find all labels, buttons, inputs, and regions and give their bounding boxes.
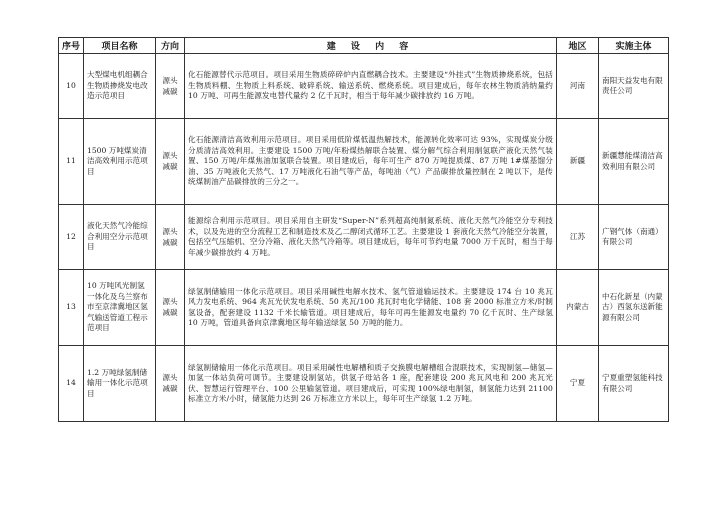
row-project-name: 1.2 万吨绿氢制储输用一体化示范项目	[84, 346, 156, 422]
row-project-name: 10 万吨风光制氢一体化及乌兰察布市至京津冀地区氢气输送管道工程示范项目	[84, 270, 156, 346]
row-project-name: 1500 万吨煤炭清洁高效利用示范项目	[84, 119, 156, 205]
row-content: 化石能源替代示范项目。项目采用生物质碎碎炉内直燃耦合技术。主要建设“外挂式”生物质掺烧系统，包括生物质料棚、生物质上料系统、破碎系统、输送系统、燃烧系统。项目建成后，每年农林生物质消纳量约 10 万吨、可再生能源发电替代量约 2 亿千瓦时，相当于每年减少碳排放约 16 万吨。	[185, 54, 557, 119]
row-entity: 宁夏重塑氢能科技有限公司	[599, 346, 669, 422]
table-header-row	[59, 38, 669, 54]
table-row	[59, 205, 669, 270]
row-entity: 中石化新星（内蒙古）西氢东送新能源有限公司	[599, 270, 669, 346]
table-row	[59, 54, 669, 119]
row-num: 13	[59, 270, 84, 346]
row-num: 10	[59, 54, 84, 119]
row-region: 河南	[557, 54, 599, 119]
project-table	[58, 37, 669, 422]
table-row	[59, 270, 669, 346]
row-direction	[156, 54, 185, 119]
table-row	[59, 346, 669, 422]
row-content: 绿氢制储输用一体化示范项目。项目采用碱性电解水技术、氢气管道输运技术。主要建设 174 台 10 兆瓦风力发电系统、964 兆瓦光伏发电系统、50 兆瓦/100 兆瓦时电化学储能、108 套 2000 标准立方米/时制氢设备，配套建设 1132 千米长输管道。项目建成后，每年可再生能源发电量约 70 亿千瓦时、生产绿氢 10 万吨，管道具备向京津冀地区每年输送绿氢 50 万吨的能力。	[185, 270, 557, 346]
row-direction	[156, 346, 185, 422]
row-direction-text: 源头减碳	[162, 297, 178, 318]
row-entity: 广钢气体（南通）有限公司	[599, 205, 669, 270]
row-direction	[156, 205, 185, 270]
row-project-name: 液化天然气冷能综合利用空分示范项目	[84, 205, 156, 270]
row-direction-text: 源头减碳	[162, 75, 178, 96]
header-num: 序号	[59, 38, 84, 54]
row-direction-text: 源头减碳	[162, 151, 178, 172]
header-entity: 实施主体	[599, 38, 669, 54]
row-content: 能源综合利用示范项目。项目采用自主研发“Super-N”系列超高纯制氮系统、液化天然气冷能空分专利技术，以及先进的空分流程工艺和制造技术及乙二醇闭式循环工艺。主要建设 1 套液化天然气冷能空分装置，包括空气压缩机、空分冷箱、液化天然气冷箱等。项目建成后，每年可节约电量 7000 万千瓦时，相当于每年减少碳排放约 4 万吨。	[185, 205, 557, 270]
row-region: 宁夏	[557, 346, 599, 422]
row-num: 14	[59, 346, 84, 422]
row-direction-text: 源头减碳	[162, 226, 178, 247]
header-content: 建 设 内 容	[185, 38, 557, 54]
row-content: 化石能源清洁高效利用示范项目。项目采用低阶煤低温热解技术，能源转化效率可达 93%，实现煤炭分级分质清洁高效利用。主要建设 1500 万吨/年粉煤热解联合装置、煤分解气综合利用制氢联产液化天然气装置、150 万吨/年煤焦油加氢联合装置。项目建成后，每年可生产 870 万吨提质煤、87 万吨 1#煤基馏分油、35 万吨液化天然气、17 万吨液化石油气等产品，每吨油（气）产品碳排放量控制在 2 吨以下，是传统煤制油产品碳排放的三分之一。	[185, 119, 557, 205]
row-content: 绿氢制储输用一体化示范项目。项目采用碱性电解槽和质子交换膜电解槽组合混联技术，实现制氢—储氢—加氢一体站负荷可调节。主要建设制氢站，供氢子母站各 1 座，配套建设 200 兆瓦风电和 200 兆瓦光伏、智慧运行管理平台、100 公里输氢管道。项目建成后，可实现 100%绿电制氢，制氢能力达到 21100 标准立方米/小时，储氢能力达到 26 万标准立方米以上，每年可生产绿氢 1.2 万吨。	[185, 346, 557, 422]
header-region: 地区	[557, 38, 599, 54]
row-direction	[156, 270, 185, 346]
row-project-name: 大型煤电机组耦合生物质掺烧发电改造示范项目	[84, 54, 156, 119]
row-region: 江苏	[557, 205, 599, 270]
row-region: 新疆	[557, 119, 599, 205]
row-num: 12	[59, 205, 84, 270]
table-row	[59, 119, 669, 205]
header-name: 项目名称	[84, 38, 156, 54]
row-direction-text: 源头减碳	[162, 373, 178, 394]
row-direction	[156, 119, 185, 205]
row-entity: 新疆慧能煤清洁高效利用有限公司	[599, 119, 669, 205]
row-num: 11	[59, 119, 84, 205]
row-region: 内蒙古	[557, 270, 599, 346]
header-direction: 方向	[156, 38, 185, 54]
row-entity: 南阳天益发电有限责任公司	[599, 54, 669, 119]
